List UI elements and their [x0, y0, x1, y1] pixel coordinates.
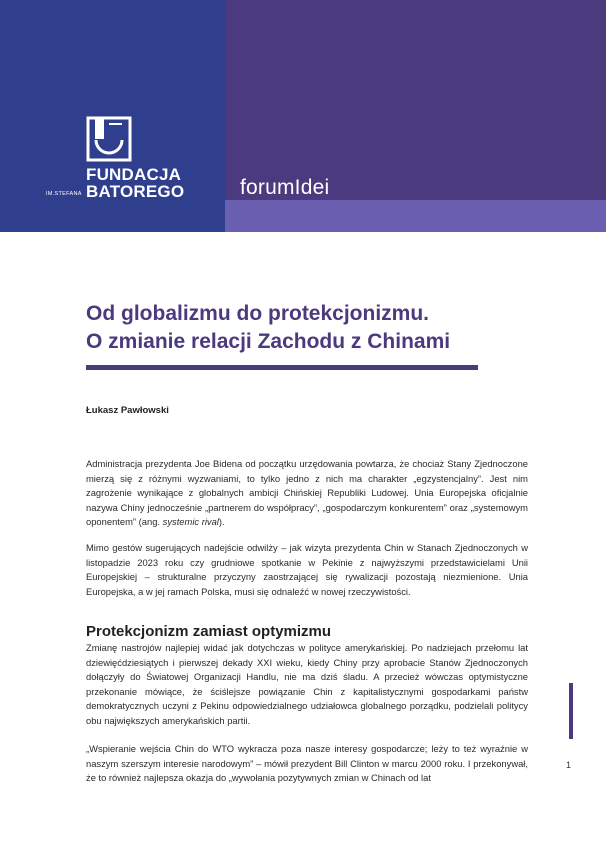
section-heading: Protekcjonizm zamiast optymizmu — [86, 623, 332, 640]
article-title — [86, 300, 556, 356]
article-title-line1: Od globalizmu do protekcjonizmu. — [86, 302, 430, 325]
header-right-block — [225, 0, 606, 200]
margin-marker — [569, 683, 573, 739]
paragraph-intro-italic: systemic rival — [162, 516, 219, 527]
page-number: 1 — [566, 760, 572, 770]
article-title-line2: O zmianie relacji Zachodu z Chinami — [86, 330, 451, 353]
title-underline — [86, 365, 478, 370]
logo-text-imstefana: IM.STEFANA — [46, 191, 82, 197]
author-name: Łukasz Pawłowski — [86, 405, 169, 416]
page-header — [0, 0, 606, 232]
paragraph-intro-text: Administracja prezydenta Joe Bidena od początku urzędowania powtarza, że chociaż Stany Zjednoczone mierzą się z różnymi wyzwaniami, to tylko jedno z nich ma charakter „egzystencjalny”. Jest nim zagrożenie wynikające z globalnych ambicji Chińskiej Republiki Ludowej. Unia Europejska oficjalnie nazywa Chiny jednocześnie „partnerem do współpracy”, „gospodarczym konkurentem” oraz „systemowym oponentem” (ang. — [86, 458, 528, 527]
paragraph-intro — [86, 457, 528, 530]
logo-text-fundacja: FUNDACJA — [86, 165, 182, 184]
header-right-strip — [225, 200, 606, 232]
paragraph-section-2: „Wspieranie wejścia Chin do WTO wykracza poza nasze interesy gospodarcze; leży to też wyraźnie w naszym szerszym interesie narodowym” – mówił prezydent Bill Clinton w marcu 2000 roku. I przekonywał, że to również najlepsza okazja do „wywołania pozytywnych zmian w Chinach od lat — [86, 743, 528, 783]
paragraph-context: Mimo gestów sugerujących nadejście odwilży – jak wizyta prezydenta Chin w Stanach Zjednoczonych w listopadzie 2023 roku czy grudniowe spotkanie w Pekinie z najwyższymi przedstawicielami Unii Europejskiej – strukturalne przyczyny zaostrzającej się rywalizacji pozostają niezmienione. Unia Europejska, a w jej ramach Polska, musi się odnaleźć w nowej rzeczywistości. — [86, 542, 528, 597]
logo-text-batorego: BATOREGO — [86, 182, 185, 201]
program-name: forumIdei — [240, 176, 330, 199]
fundacja-logo-icon — [86, 116, 132, 162]
paragraph-intro-end: ). — [218, 516, 225, 527]
paragraph-section-1: Zmianę nastrojów najlepiej widać jak dotychczas w polityce amerykańskiej. Po nadziejach przełomu lat dziewięćdziesiątych i pierwszej dekady XXI wieku, kiedy Chiny przy aprobacie Stanów Zjednoczonych dołączyły do Światowej Organizacji Handlu, nie ma dziś śladu. A przecież wówczas optymistyczne przekonanie mówiące, że ściślejsze powiązanie Chin z kapitalistycznymi gospodarkami państw demokratycznych uczyni z Pekinu odpowiedzialnego udziałowca globalnego porządku, podzielali politycy obu największych amerykańskich partii. — [86, 642, 528, 726]
